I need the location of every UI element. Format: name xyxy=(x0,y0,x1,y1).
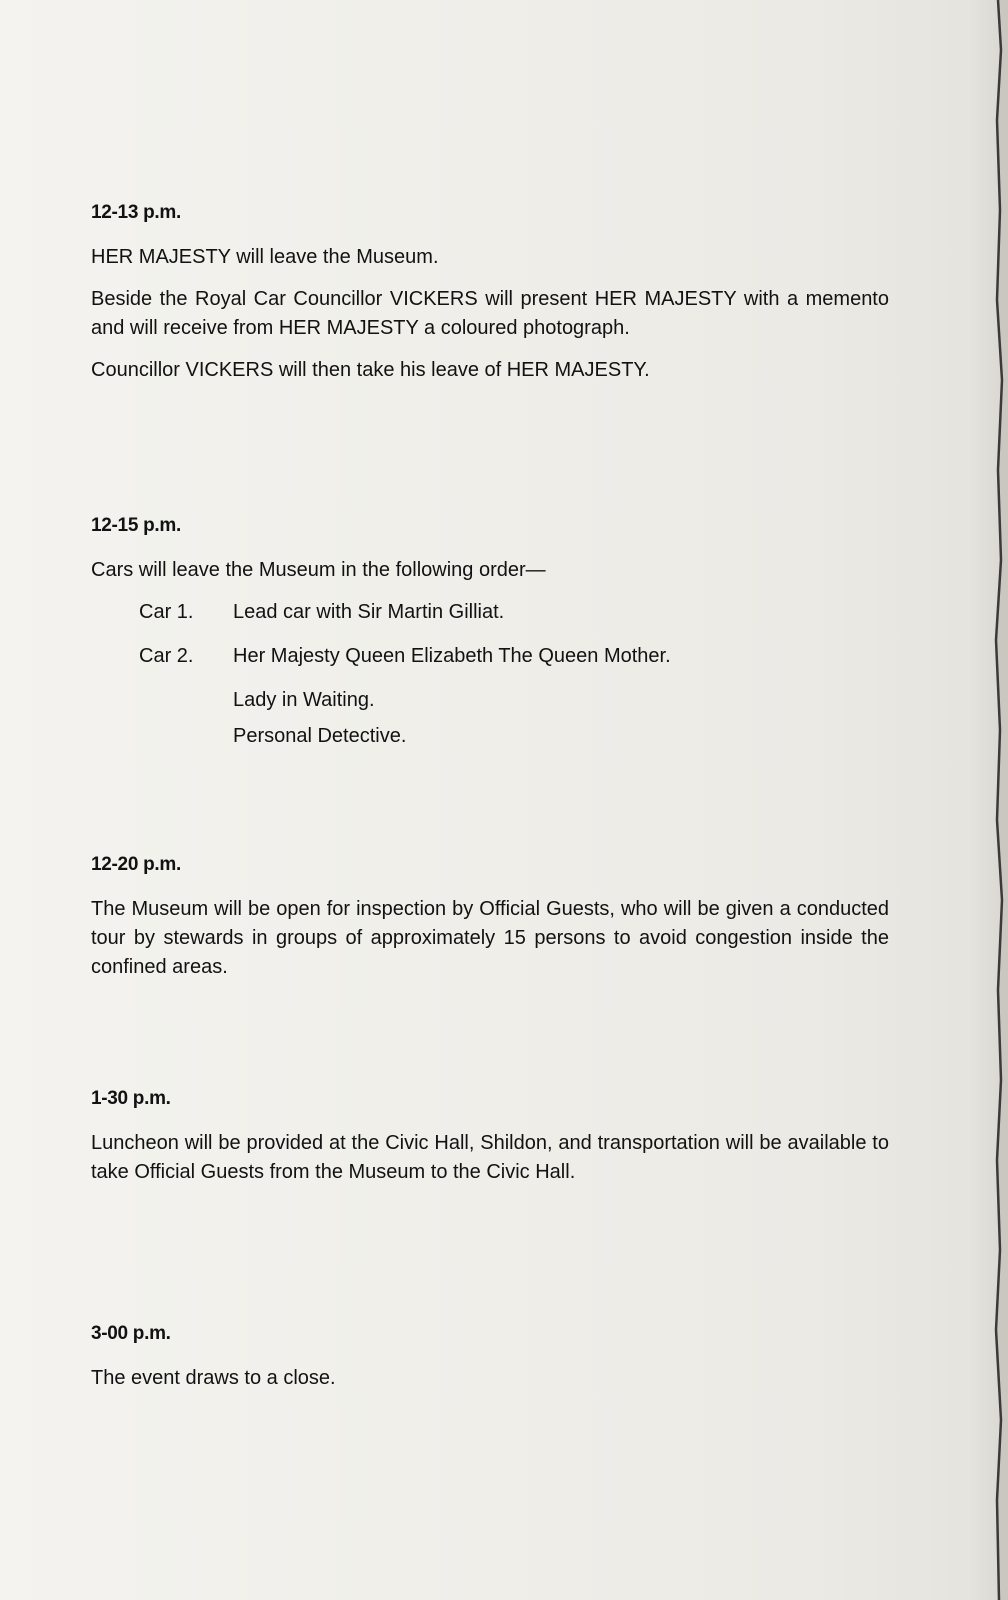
section-paragraph: Beside the Royal Car Councillor VICKERS will present HER MAJESTY with a memento and will receive from HER MAJESTY a coloured photograph. xyxy=(91,288,889,339)
section-paragraph: Luncheon will be provided at the Civic Hall, Shildon, and transportation will be available to take Official Guests from the Museum to the Civic Hall. xyxy=(91,1132,889,1183)
car-row xyxy=(91,642,889,686)
section-paragraph: Councillor VICKERS will then take his leave of HER MAJESTY. xyxy=(91,359,650,381)
section-time: 12-15 p.m. xyxy=(91,515,181,536)
car-order-list xyxy=(91,598,889,758)
car-row xyxy=(91,686,889,722)
section-time: 3-00 p.m. xyxy=(91,1323,171,1344)
section-paragraph: The Museum will be open for inspection by Official Guests, who will be given a conducted tour by stewards in groups of approximately 15 persons to avoid congestion inside the confined areas. xyxy=(91,898,889,978)
car-label: Car 2. xyxy=(139,645,194,667)
schedule-section-1215 xyxy=(91,511,889,758)
schedule-section-1213 xyxy=(91,198,889,398)
car-occupant: Personal Detective. xyxy=(233,725,407,747)
car-occupant: Lead car with Sir Martin Gilliat. xyxy=(233,601,505,623)
car-row xyxy=(91,722,889,758)
schedule-section-300 xyxy=(91,1319,889,1406)
paper-edge xyxy=(968,0,1008,1600)
car-occupant: Lady in Waiting. xyxy=(233,689,375,711)
car-row xyxy=(91,598,889,642)
section-paragraph: HER MAJESTY will leave the Museum. xyxy=(91,246,439,268)
car-label: Car 1. xyxy=(139,601,194,623)
schedule-section-130 xyxy=(91,1084,889,1200)
car-occupant: Her Majesty Queen Elizabeth The Queen Mother. xyxy=(233,645,671,667)
cars-intro: Cars will leave the Museum in the following order— xyxy=(91,559,546,581)
section-paragraph: The event draws to a close. xyxy=(91,1367,336,1389)
section-time: 1-30 p.m. xyxy=(91,1088,171,1109)
section-time: 12-20 p.m. xyxy=(91,854,181,875)
schedule-section-1220 xyxy=(91,850,889,995)
section-time: 12-13 p.m. xyxy=(91,202,181,223)
